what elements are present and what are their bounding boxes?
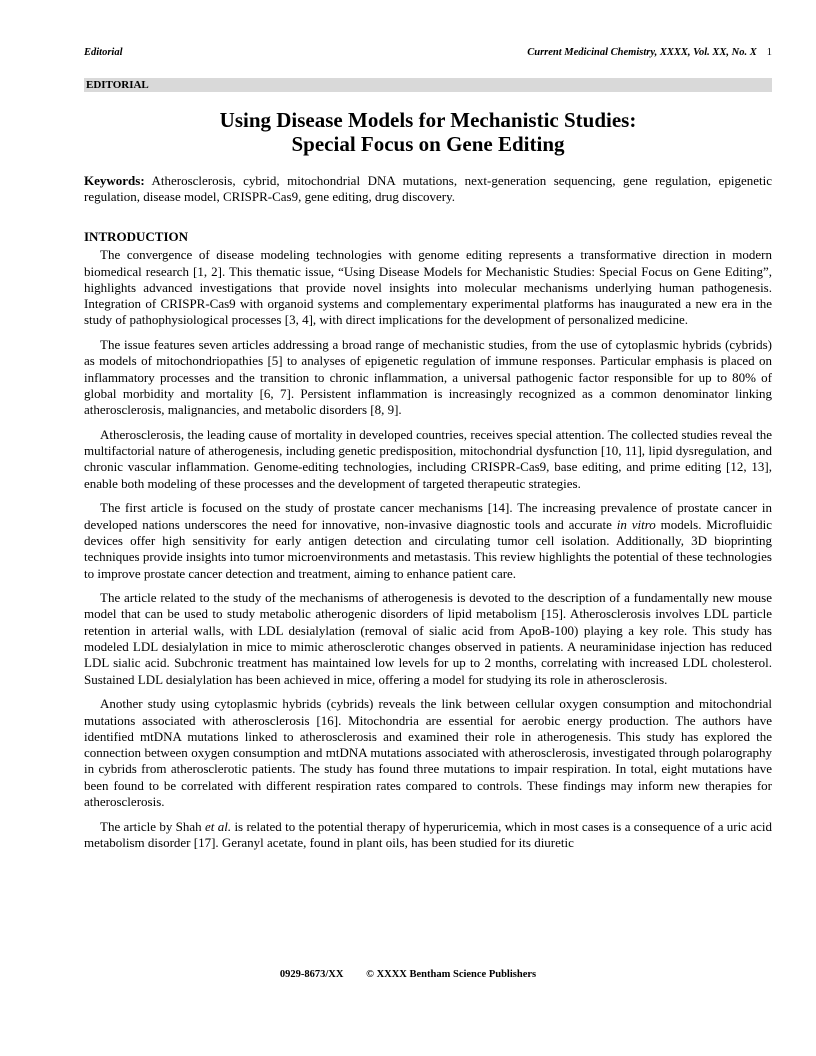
keywords bbox=[84, 173, 772, 206]
journal-name: Current Medicinal Chemistry, XXXX, Vol. XX, No. X bbox=[527, 47, 757, 58]
keywords-text: Atherosclerosis, cybrid, mitochondrial DNA mutations, next-generation sequencing, gene regulation, epigenetic regulation, disease model, CRISPR-Cas9, gene editing, drug discovery. bbox=[84, 173, 772, 205]
paragraph: Another study using cytoplasmic hybrids (cybrids) reveals the link between cellular oxygen consumption and mitochondrial mutations associated with atherosclerosis [16]. Mitochondria are essential for aerobic energy production. The authors have identified mtDNA mutations linked to atherosclerosis and examined their role in atherogenesis. This study has explored the connection between oxygen consumption and mtDNA mutations associated with atherosclerosis, investigated through polarography in cybrids from atherosclerotic patients. The study has found three mutations to impair respiration. In total, eight mutations have been found to be correlated with different respiration rates compared to controls. These findings may inform new therapies for atherosclerosis. bbox=[84, 696, 772, 809]
article-body bbox=[84, 229, 772, 859]
title-line-1: Using Disease Models for Mechanistic Studies: bbox=[219, 108, 637, 132]
italic-term: et al. bbox=[205, 818, 232, 834]
running-header bbox=[84, 47, 772, 58]
paragraph: Atherosclerosis, the leading cause of mortality in developed countries, receives special attention. The collected studies reveal the multifactorial nature of atherogenesis, including genetic predisposition, mitochondrial dysfunction [10, 11], lipid dysregulation, and chronic vascular inflammation. Genome-editing technologies, including CRISPR-Cas9, base editing, and prime editing [12, 13], enable both modeling of these processes and the development of targeted therapeutic strategies. bbox=[84, 426, 772, 491]
keywords-label: Keywords: bbox=[84, 173, 145, 188]
text: is related to the potential therapy of hyperuricemia, which in most cases is a consequence of a uric acid metabolism disorder [17]. Geranyl acetate, found in plant oils, has been studied for its diuretic bbox=[84, 818, 772, 850]
article-title bbox=[84, 108, 772, 156]
page-number: 1 bbox=[766, 47, 772, 58]
journal-citation bbox=[527, 47, 772, 58]
page-footer bbox=[0, 969, 816, 980]
article-type-banner: EDITORIAL bbox=[84, 78, 772, 92]
text: The article by Shah bbox=[100, 818, 206, 834]
section-label: Editorial bbox=[84, 47, 123, 58]
title-line-2: Special Focus on Gene Editing bbox=[291, 132, 565, 156]
italic-term: in vitro bbox=[616, 516, 656, 532]
issn: 0929-8673/XX bbox=[279, 969, 344, 980]
paragraph: The convergence of disease modeling technologies with genome editing represents a transformative direction in modern biomedical research [1, 2]. This thematic issue, “Using Disease Models for Mechanistic Studies: Special Focus on Gene Editing”, highlights advanced investigations that provide novel insights into molecular mechanisms underlying human pathogenesis. Integration of CRISPR-Cas9 with organoid systems and complementary experimental platforms has inaugurated a new era in the study of pathophysiological processes [3, 4], with direct implications for the development of personalized medicine. bbox=[84, 247, 772, 328]
paragraph: The article related to the study of the mechanisms of atherogenesis is devoted to the description of a fundamentally new mouse model that can be used to study metabolic atherogenic disorders of lipid metabolism [15]. Atherosclerosis involves LDL particle retention in arterial walls, with LDL desialylation (removal of sialic acid from ApoB-100) playing a key role. This study has modeled LDL desialylation in mice to mimic atherosclerotic changes observed in patients. A neuraminidase injection has reduced LDL sialic acid. Subchronic treatment has maintained low levels for up to 2 months, correlating with increased LDL cholesterol. Sustained LDL desialylation has been achieved in mice, offering a model for studying its role in atherosclerosis. bbox=[84, 590, 772, 687]
section-heading-introduction: INTRODUCTION bbox=[84, 229, 189, 244]
paragraph bbox=[84, 500, 772, 581]
text: models. Microfluidic devices offer high sensitivity for early antigen detection and circulating tumor cell isolation. Additionally, 3D bioprinting techniques provide insights into tumor microenvironments and metastasis. This review highlights the potential of these technologies to improve prostate cancer detection and treatment, aiming to enhance patient care. bbox=[84, 516, 772, 581]
copyright: © XXXX Bentham Science Publishers bbox=[366, 969, 537, 980]
paragraph: The issue features seven articles addressing a broad range of mechanistic studies, from the use of cytoplasmic hybrids (cybrids) as models of mitochondriopathies [5] to analyses of epigenetic regulation of immune responses. Particular emphasis is placed on inflammatory processes and the transition to chronic inflammation, a universal pathogenic factor responsible for up to 80% of global morbidity and mortality [6, 7]. Persistent inflammation is increasingly recognized as a common denominator linking atherosclerosis, malignancies, and metabolic disorders [8, 9]. bbox=[84, 337, 772, 418]
text: The first article is focused on the study of prostate cancer mechanisms [14]. The increasing prevalence of prostate cancer in developed nations underscores the need for innovative, non-invasive diagnostic tools and accurate bbox=[84, 500, 772, 532]
paragraph bbox=[84, 819, 772, 852]
